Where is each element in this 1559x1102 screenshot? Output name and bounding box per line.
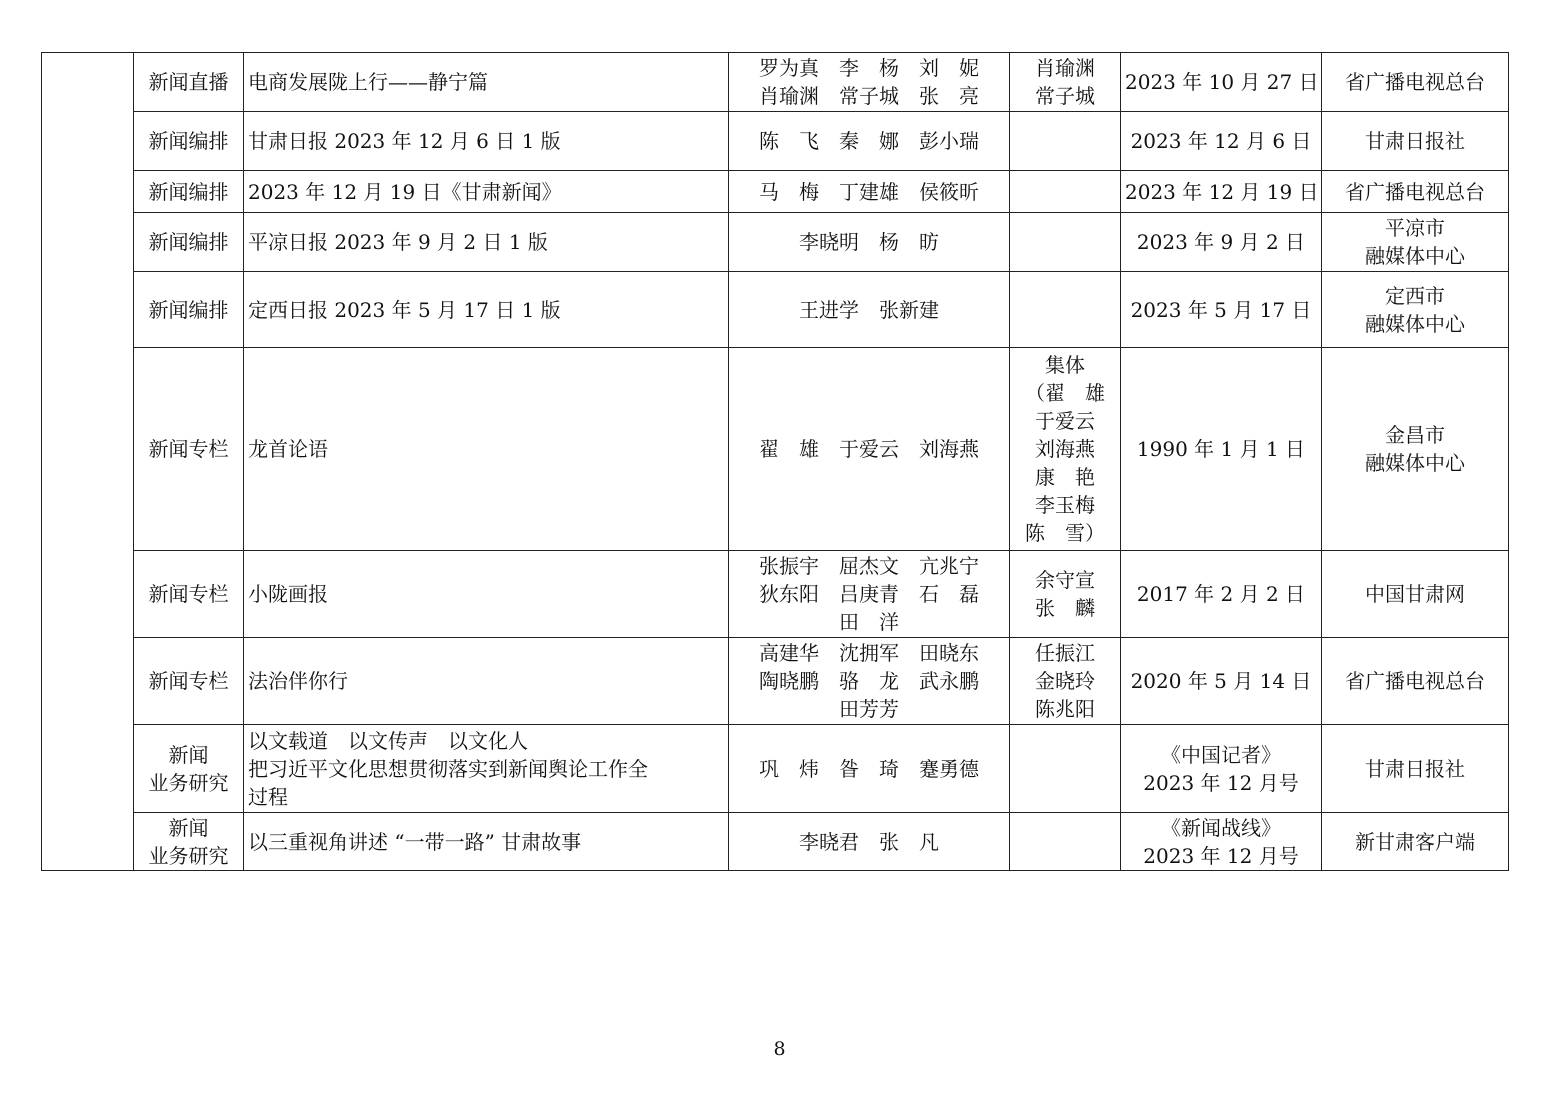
editors-cell <box>1010 813 1121 871</box>
page-number: 8 <box>773 1038 786 1060</box>
editors-cell: 集体 （翟 雄 于爱云 刘海燕 康 艳 李玉梅 陈 雪） <box>1010 348 1121 551</box>
authors-cell: 翟 雄 于爱云 刘海燕 <box>729 348 1010 551</box>
table-row <box>42 638 1509 725</box>
authors-cell: 李晓明 杨 昉 <box>729 213 1010 272</box>
editors-cell: 余守宣 张 麟 <box>1010 551 1121 638</box>
title-cell: 定西日报 2023 年 5 月 17 日 1 版 <box>244 272 729 348</box>
title-cell: 甘肃日报 2023 年 12 月 6 日 1 版 <box>244 112 729 171</box>
editors-cell <box>1010 171 1121 213</box>
title-cell: 电商发展陇上行——静宁篇 <box>244 53 729 112</box>
category-cell: 新闻 业务研究 <box>134 813 244 871</box>
authors-cell: 王进学 张新建 <box>729 272 1010 348</box>
table-row <box>42 213 1509 272</box>
table-row <box>42 725 1509 813</box>
unit-cell: 金昌市 融媒体中心 <box>1322 348 1509 551</box>
editors-cell: 肖瑜渊 常子城 <box>1010 53 1121 112</box>
unit-cell: 新甘肃客户端 <box>1322 813 1509 871</box>
table-row <box>42 112 1509 171</box>
category-cell: 新闻专栏 <box>134 551 244 638</box>
table-row <box>42 53 1509 112</box>
date-cell: 2023 年 5 月 17 日 <box>1121 272 1322 348</box>
title-cell: 小陇画报 <box>244 551 729 638</box>
title-cell: 以文载道 以文传声 以文化人 把习近平文化思想贯彻落实到新闻舆论工作全 过程 <box>244 725 729 813</box>
authors-cell: 罗为真 李 杨 刘 妮 肖瑜渊 常子城 张 亮 <box>729 53 1010 112</box>
unit-cell: 省广播电视总台 <box>1322 53 1509 112</box>
category-cell: 新闻专栏 <box>134 348 244 551</box>
date-cell: 2023 年 9 月 2 日 <box>1121 213 1322 272</box>
category-cell: 新闻专栏 <box>134 638 244 725</box>
editors-cell: 任振江 金晓玲 陈兆阳 <box>1010 638 1121 725</box>
category-cell: 新闻编排 <box>134 272 244 348</box>
authors-cell: 张振宇 屈杰文 亢兆宁 狄东阳 吕庚青 石 磊 田 洋 <box>729 551 1010 638</box>
title-cell: 平凉日报 2023 年 9 月 2 日 1 版 <box>244 213 729 272</box>
category-cell: 新闻 业务研究 <box>134 725 244 813</box>
unit-cell: 省广播电视总台 <box>1322 171 1509 213</box>
awards-table <box>41 52 1509 871</box>
award-rank-cell <box>42 53 134 871</box>
unit-cell: 中国甘肃网 <box>1322 551 1509 638</box>
table-row <box>42 272 1509 348</box>
unit-cell: 定西市 融媒体中心 <box>1322 272 1509 348</box>
date-cell: 2020 年 5 月 14 日 <box>1121 638 1322 725</box>
category-cell: 新闻编排 <box>134 213 244 272</box>
table-row <box>42 813 1509 871</box>
title-cell: 法治伴你行 <box>244 638 729 725</box>
date-cell: 2023 年 10 月 27 日 <box>1121 53 1322 112</box>
unit-cell: 省广播电视总台 <box>1322 638 1509 725</box>
editors-cell <box>1010 272 1121 348</box>
editors-cell <box>1010 725 1121 813</box>
table-row <box>42 171 1509 213</box>
authors-cell: 李晓君 张 凡 <box>729 813 1010 871</box>
title-cell: 以三重视角讲述 “一带一路” 甘肃故事 <box>244 813 729 871</box>
category-cell: 新闻编排 <box>134 112 244 171</box>
title-cell: 龙首论语 <box>244 348 729 551</box>
awards-table-body <box>42 53 1509 871</box>
unit-cell: 平凉市 融媒体中心 <box>1322 213 1509 272</box>
unit-cell: 甘肃日报社 <box>1322 112 1509 171</box>
authors-cell: 巩 炜 昝 琦 蹇勇德 <box>729 725 1010 813</box>
category-cell: 新闻编排 <box>134 171 244 213</box>
authors-cell: 马 梅 丁建雄 侯筱昕 <box>729 171 1010 213</box>
table-row <box>42 551 1509 638</box>
date-cell: 1990 年 1 月 1 日 <box>1121 348 1322 551</box>
title-cell: 2023 年 12 月 19 日《甘肃新闻》 <box>244 171 729 213</box>
date-cell: 2023 年 12 月 6 日 <box>1121 112 1322 171</box>
editors-cell <box>1010 112 1121 171</box>
unit-cell: 甘肃日报社 <box>1322 725 1509 813</box>
authors-cell: 陈 飞 秦 娜 彭小瑞 <box>729 112 1010 171</box>
date-cell: 2023 年 12 月 19 日 <box>1121 171 1322 213</box>
authors-cell: 高建华 沈拥军 田晓东 陶晓鹏 骆 龙 武永鹏 田芳芳 <box>729 638 1010 725</box>
date-cell: 2017 年 2 月 2 日 <box>1121 551 1322 638</box>
date-cell: 《新闻战线》 2023 年 12 月号 <box>1121 813 1322 871</box>
table-row <box>42 348 1509 551</box>
date-cell: 《中国记者》 2023 年 12 月号 <box>1121 725 1322 813</box>
category-cell: 新闻直播 <box>134 53 244 112</box>
editors-cell <box>1010 213 1121 272</box>
